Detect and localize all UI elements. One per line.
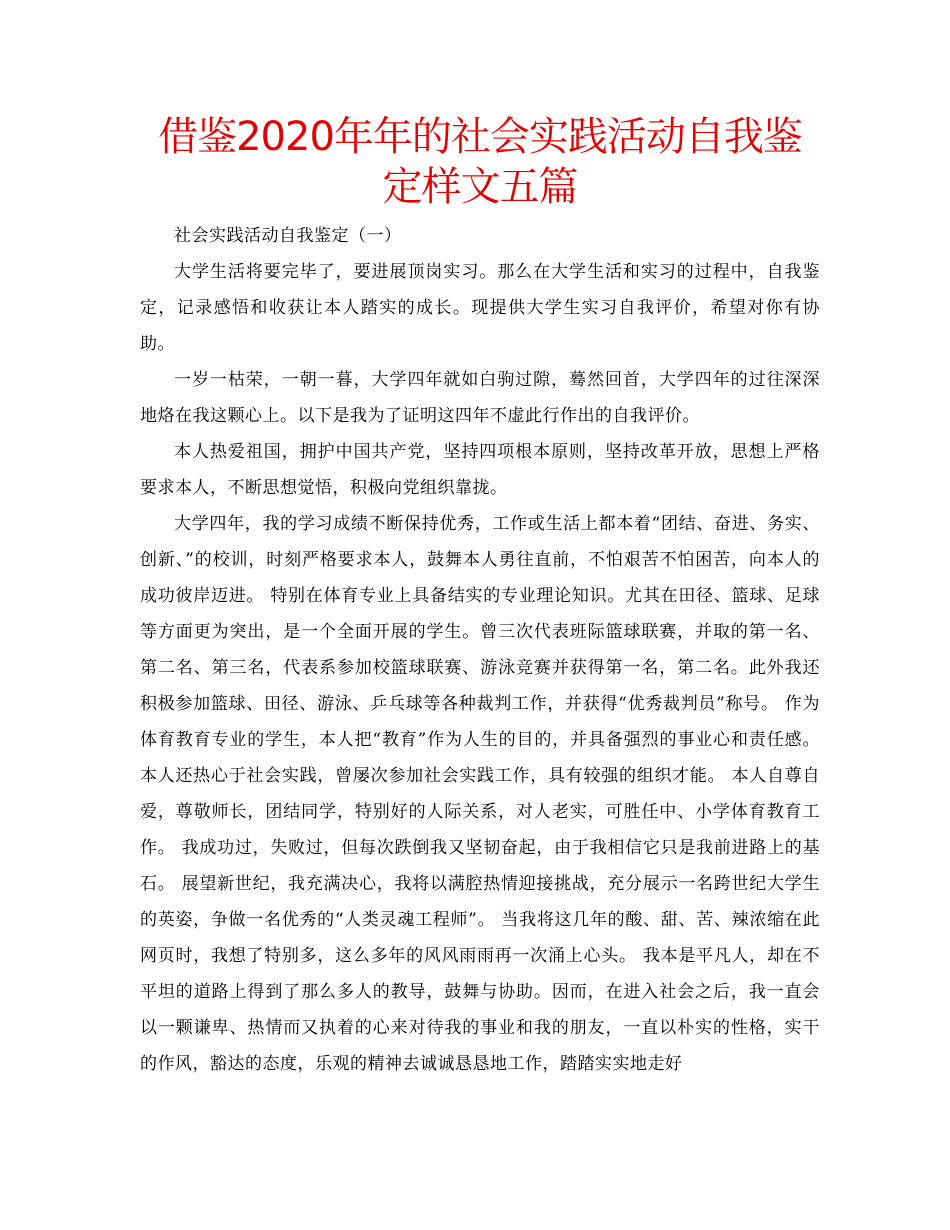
section-heading: 社会实践活动自我鉴定（一） (174, 226, 402, 246)
paragraph-study-work: 大学四年，我的学习成绩不断保持优秀，工作或生活上都本着“团结、奋进、务实、创新、”的校训，时刻严格要求本人，鼓舞本人勇往直前，不怕艰苦不怕困苦，向本人的成功彼岸迈进。 特别在体育专业上具备结实的专业理论知识。尤其在田径、篮球、足球等方面更为突出，是一个全面开展的学生。曾三次代表班际篮球联赛，并取的第一名、第二名、第三名，代表系参加校篮球联赛、游泳竞赛并获得第一名，第二名。此外我还积极参加篮球、田径、游泳、乒乓球等各种裁判工作，并获得“优秀裁判员”称号。 作为体育教育专业的学生，本人把“教育”作为人生的目的，并具备强烈的事业心和责任感。本人还热心于社会实践，曾屡次参加社会实践工作，具有较强的组织才能。 本人自尊自爱，尊敬师长，团结同学，特别好的人际关系，对人老实，可胜任中、小学体育教育工作。 我成功过，失败过，但每次跌倒我又坚韧奋起，由于我相信它只是我前进路上的基石。 展望新世纪，我充满决心，我将以满腔热情迎接挑战，充分展示一名跨世纪大学生的英姿，争做一名优秀的“人类灵魂工程师”。 当我将这几年的酸、甜、苦、辣浓缩在此网页时，我想了特别多，这么多年的风风雨雨再一次涌上心头。 我本是平凡人，却在不平坦的道路上得到了那么多人的教导，鼓舞与协助。因而，在进入社会之后，我一直会以一颗谦卑、热情而又执着的心来对待我的事业和我的朋友，一直以朴实的性格，实干的作风，豁达的态度，乐观的精神去诚诚恳恳地工作，踏踏实实地走好 (140, 514, 820, 1074)
paragraph-political: 本人热爱祖国，拥护中国共产党，坚持四项根本原则，坚持改革开放，思想上严格要求本人，不断思想觉悟，积极向党组织靠拢。 (140, 442, 820, 498)
paragraph-intro: 大学生活将要完毕了，要进展顶岗实习。那么在大学生活和实习的过程中，自我鉴定，记录感悟和收获让本人踏实的成长。现提供大学生实习自我评价，希望对你有协助。 (140, 262, 820, 354)
document-title: 借鉴2020年年的社会实践活动自我鉴定样文五篇 (158, 114, 802, 210)
paragraph-reflection: 一岁一枯荣，一朝一暮，大学四年就如白驹过隙，蓦然回首，大学四年的过往深深地烙在我这颗心上。以下是我为了证明这四年不虚此行作出的自我评价。 (140, 370, 820, 426)
